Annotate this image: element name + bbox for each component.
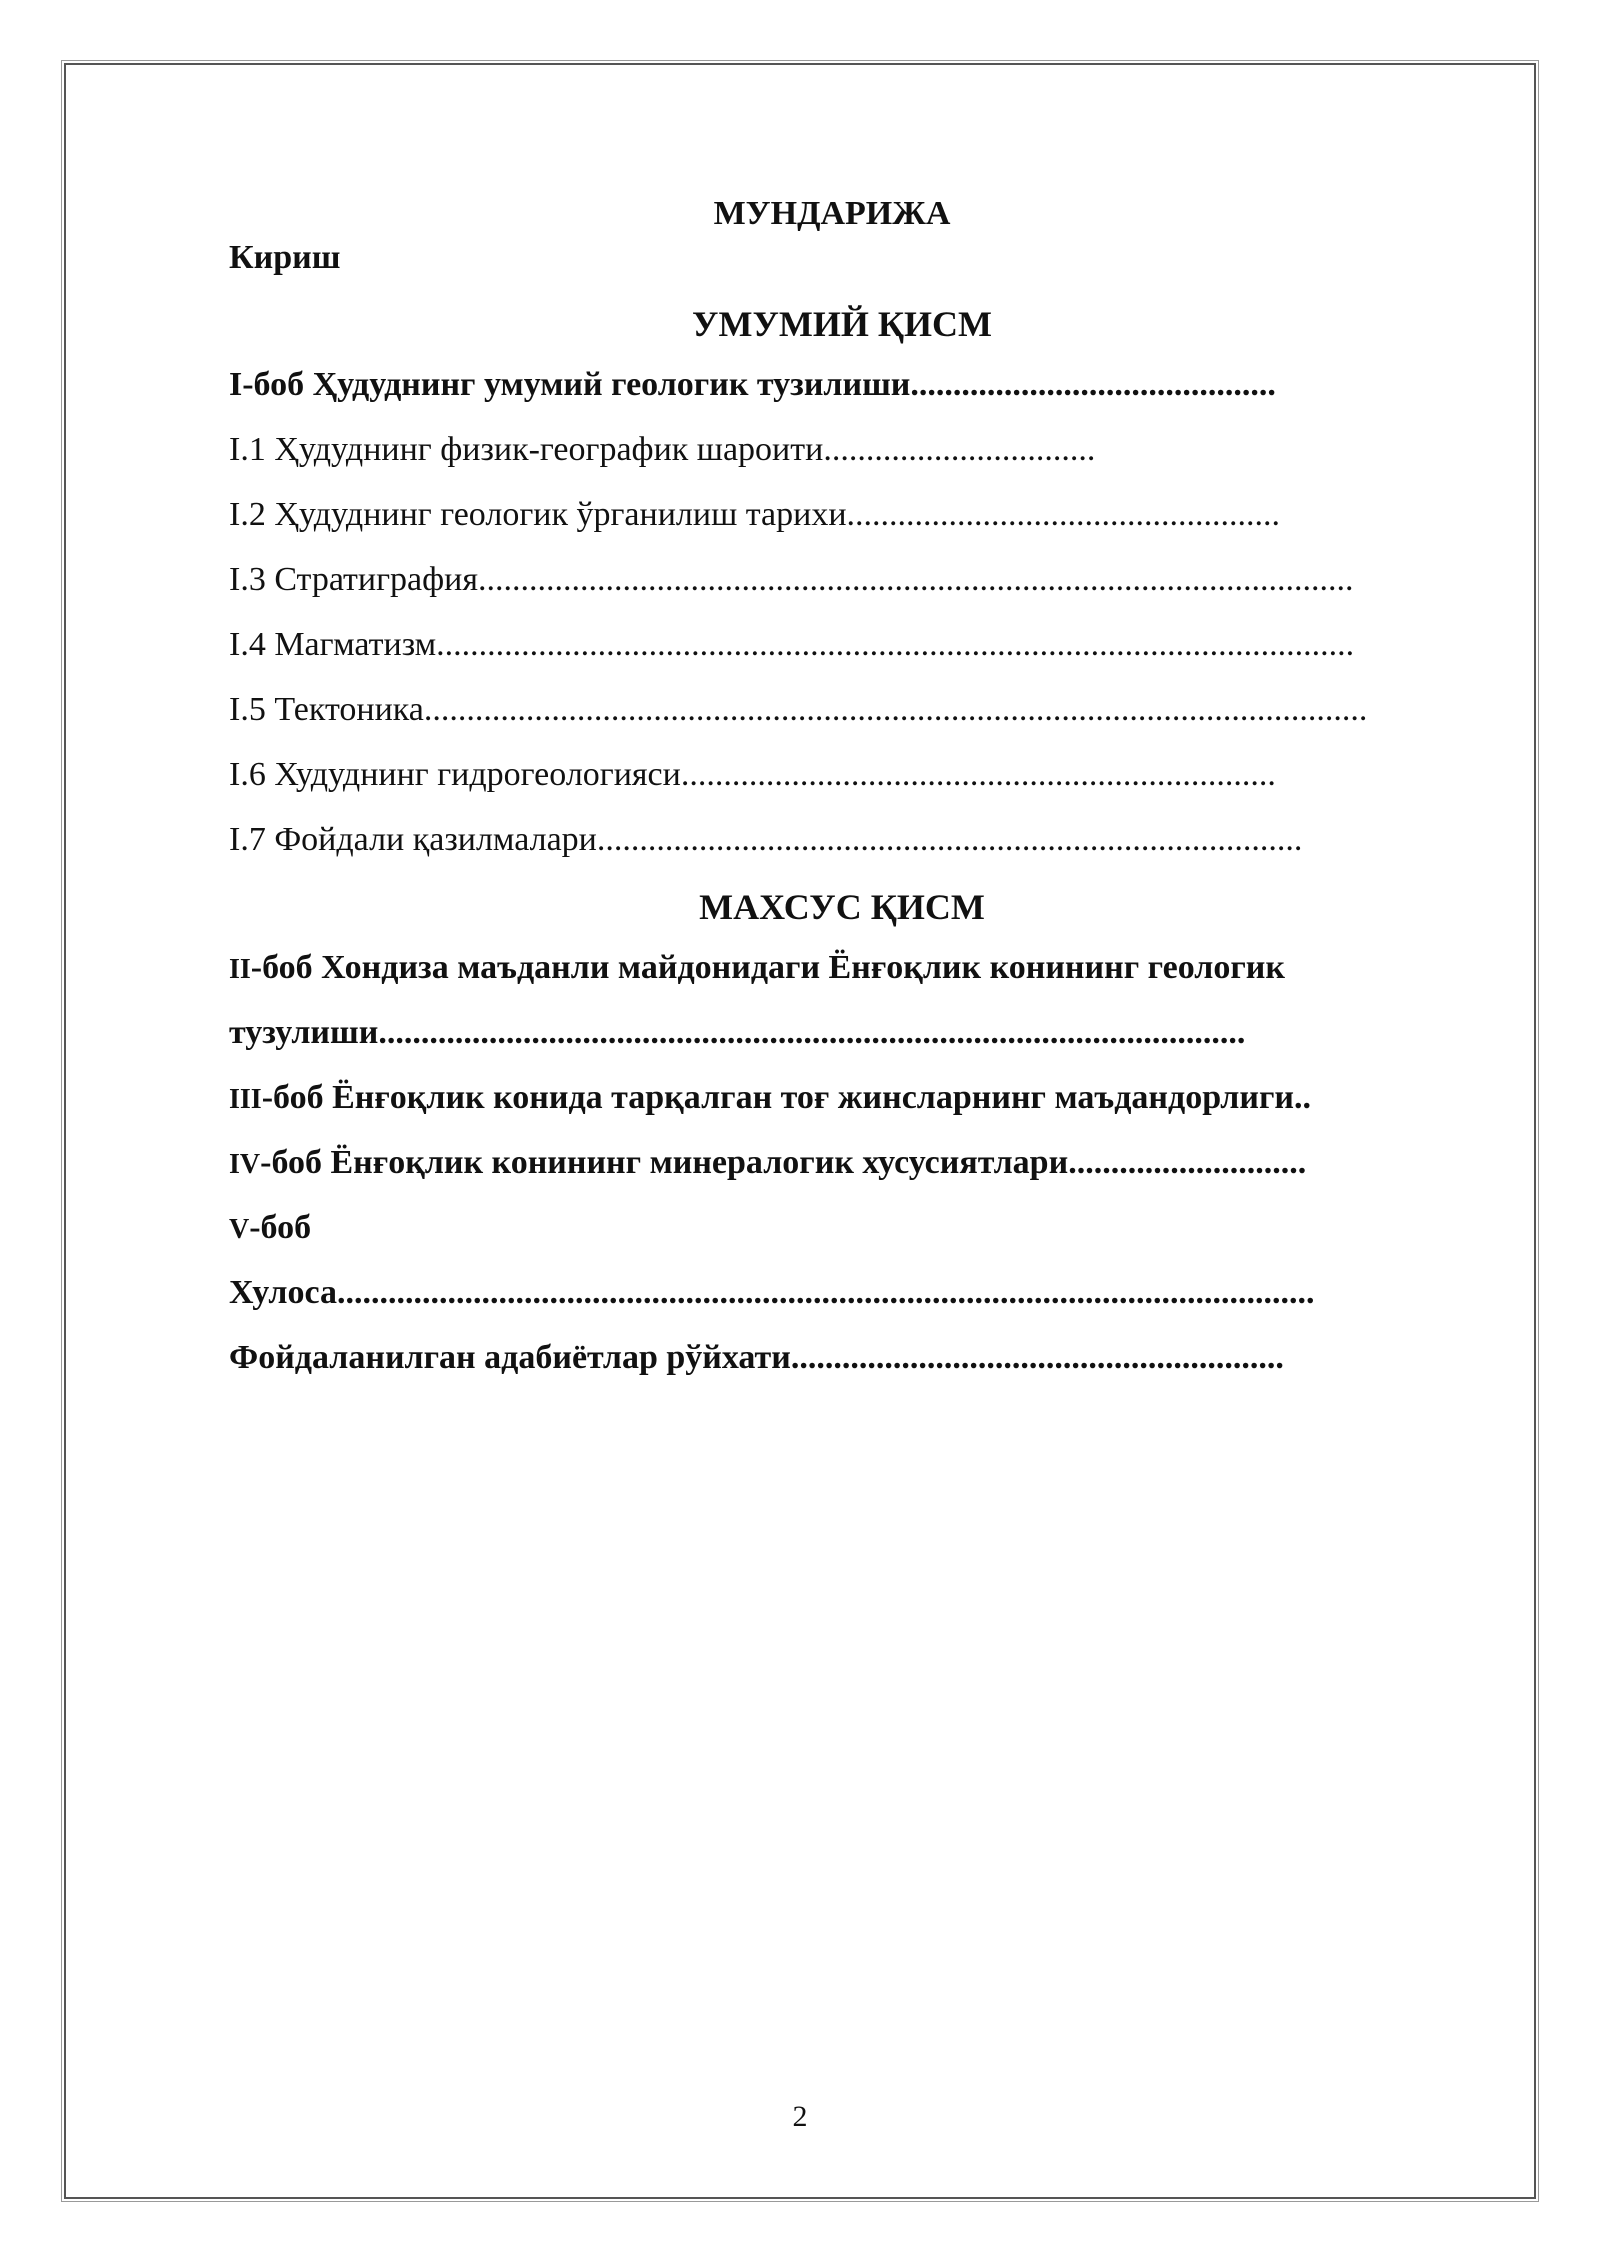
- page-number: 2: [792, 2100, 808, 2133]
- dot-leader: ......................................................................................................: [378, 1014, 1246, 1051]
- toc-entry-title: I.4 Магматизм: [229, 626, 437, 663]
- toc-entry-1-2: [229, 493, 1455, 558]
- table-of-contents: [229, 192, 1455, 1401]
- toc-entry-title: -боб Хондиза маъданли майдонидаги Ёнғоқлик конининг геологик: [250, 949, 1285, 986]
- toc-entry-conclusion: [229, 1271, 1455, 1336]
- toc-entry-title: I.2 Ҳудуднинг геологик ўрганилиш тарихи: [229, 496, 847, 533]
- toc-entry-title: Хулоса: [229, 1274, 337, 1311]
- toc-entry-title: Фойдаланилган адабиётлар рўйхати: [229, 1339, 791, 1376]
- chapter-number: III: [229, 1084, 262, 1115]
- toc-entry-chapter-1: [229, 363, 1455, 428]
- toc-entry-1-6: [229, 753, 1455, 818]
- toc-entry-title: I.7 Фойдали қазилмалари: [229, 821, 597, 858]
- toc-entry-title: -боб Ёнғоқлик конининг минералогик хусусиятлари: [260, 1144, 1069, 1181]
- toc-entry-chapter-3: [229, 1076, 1455, 1141]
- toc-entry-title: I.1 Ҳудуднинг физик-географик шароити: [229, 431, 824, 468]
- toc-entry-1-4: [229, 623, 1455, 688]
- page-title: МУНДАРИЖА: [713, 195, 951, 232]
- section-heading-special: МАХСУС ҚИСМ: [699, 887, 985, 927]
- dot-leader: .......................................................................................................: [478, 561, 1354, 598]
- chapter-number: IV: [229, 1149, 261, 1180]
- chapter-number: V: [229, 1214, 250, 1245]
- toc-entry-title: I.6 Худуднинг гидрогеологияси: [229, 756, 681, 793]
- dot-leader: ......................................................................: [680, 756, 1276, 793]
- dot-leader: ...................................................................................: [596, 821, 1303, 858]
- dot-leader: ..........................................................: [790, 1339, 1284, 1376]
- toc-entry-title: I-боб Ҳудуднинг умумий геологик тузилиши: [229, 366, 911, 403]
- toc-entry-title: I.5 Тектоника: [229, 691, 424, 728]
- toc-entry-title: тузулиши: [229, 1014, 379, 1051]
- dot-leader: ...............................................................................................................: [423, 691, 1368, 728]
- dot-leader: ............................................................................................................: [436, 626, 1355, 663]
- toc-entry-1-3: [229, 558, 1455, 623]
- toc-entry-title: I.3 Стратиграфия: [229, 561, 478, 598]
- toc-entry-1-7: [229, 818, 1455, 883]
- toc-entry-1-5: [229, 688, 1455, 753]
- chapter-number: II: [229, 954, 251, 985]
- toc-entry-1-1: [229, 428, 1455, 493]
- toc-entry-chapter-2-line-1: [229, 946, 1455, 1011]
- toc-entry-title: -боб: [249, 1209, 312, 1246]
- dot-leader: ...........................................: [910, 366, 1276, 403]
- toc-entry-chapter-2-line-2: [229, 1011, 1455, 1076]
- toc-entry-introduction: Кириш: [229, 239, 341, 276]
- dot-leader: ...................................................: [846, 496, 1281, 533]
- toc-entry-chapter-5: [229, 1206, 1455, 1271]
- toc-entry-references: [229, 1336, 1455, 1401]
- dot-leader: ...................................................................................................................: [337, 1274, 1315, 1311]
- dot-leader: ............................: [1068, 1144, 1307, 1181]
- toc-entry-title: -боб Ёнғоқлик конида тарқалган тоғ жинсларнинг маъдандорлиги..: [261, 1079, 1311, 1116]
- section-heading-general: УМУМИЙ ҚИСМ: [692, 304, 992, 344]
- dot-leader: ................................: [823, 431, 1096, 468]
- toc-entry-chapter-4: [229, 1141, 1455, 1206]
